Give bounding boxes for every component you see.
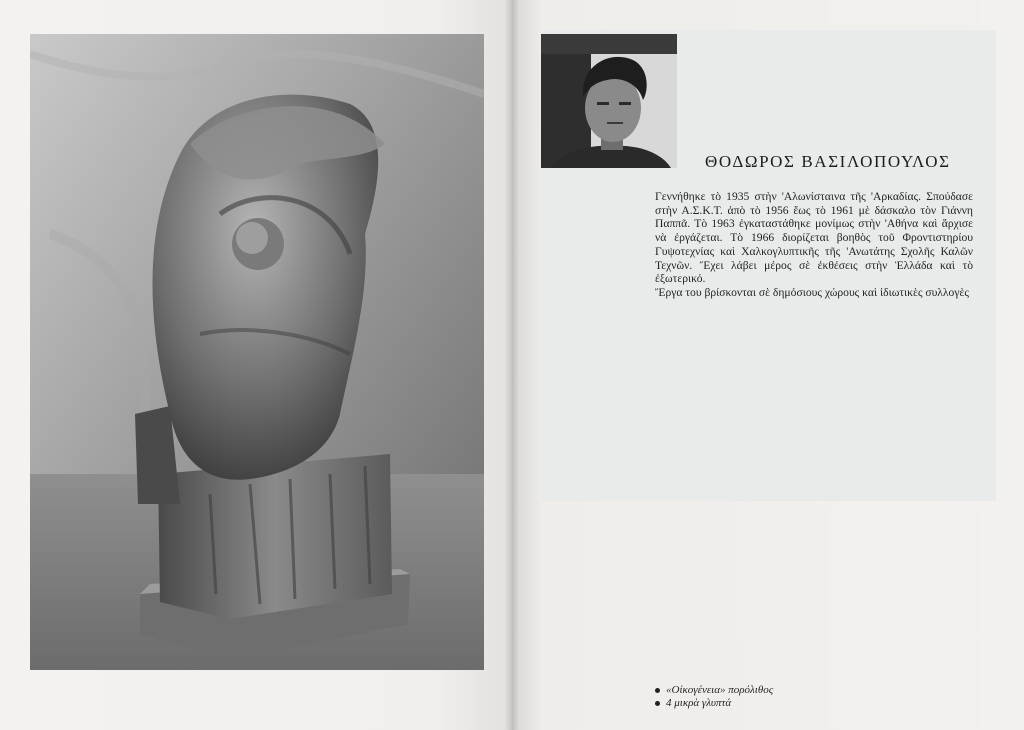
bullet-icon — [655, 688, 660, 693]
caption-item — [655, 697, 773, 710]
sculpture-photo-graphic — [30, 34, 484, 670]
artist-name: ΘΟΔΩΡΟΣ ΒΑΣΙΛΟΠΟΥΛΟΣ — [705, 152, 951, 171]
artwork-captions — [655, 684, 773, 710]
caption-text: 4 μικρὰ γλυπτά — [666, 697, 732, 709]
bio-paragraph-1: Γεννήθηκε τὸ 1935 στὴν 'Αλωνίσταινα τῆς 'Αρκαδίας. Σπούδασε στὴν Α.Σ.Κ.Τ. ἀπὸ τὸ 1956 ἕως τὸ 1961 μὲ δάσκαλο τὸν Γιάννη Παππᾶ. Τὸ 1963 ἐγκαταστάθηκε μονίμως στὴν 'Αθήνα καὶ ἄρχισε νὰ ἐργάζεται. Τὸ 1966 διορίζεται βοηθὸς τοῦ Φροντιστηρίου Γυψοτεχνίας καὶ Χαλκογλυπτικῆς τῆς 'Ανωτάτης Σχολῆς Καλῶν Τεχνῶν. Ἔχει λάβει μέρος σὲ ἐκθέσεις στὴν Ἑλλάδα καὶ τὸ ἐξωτερικό. — [655, 190, 973, 286]
bio-paragraph-2: Ἔργα του βρίσκονται σὲ δημόσιους χώρους καὶ ἰδιωτικὲς συλλογὲς — [655, 285, 969, 299]
book-gutter — [505, 0, 519, 730]
artist-biography — [655, 190, 973, 300]
portrait-graphic — [541, 34, 677, 168]
artist-portrait — [541, 34, 677, 168]
caption-text: «Οἰκογένεια» πορόλιθος — [666, 684, 774, 696]
sculpture-photo — [30, 34, 484, 670]
bullet-icon — [655, 701, 660, 706]
caption-item — [655, 684, 773, 697]
